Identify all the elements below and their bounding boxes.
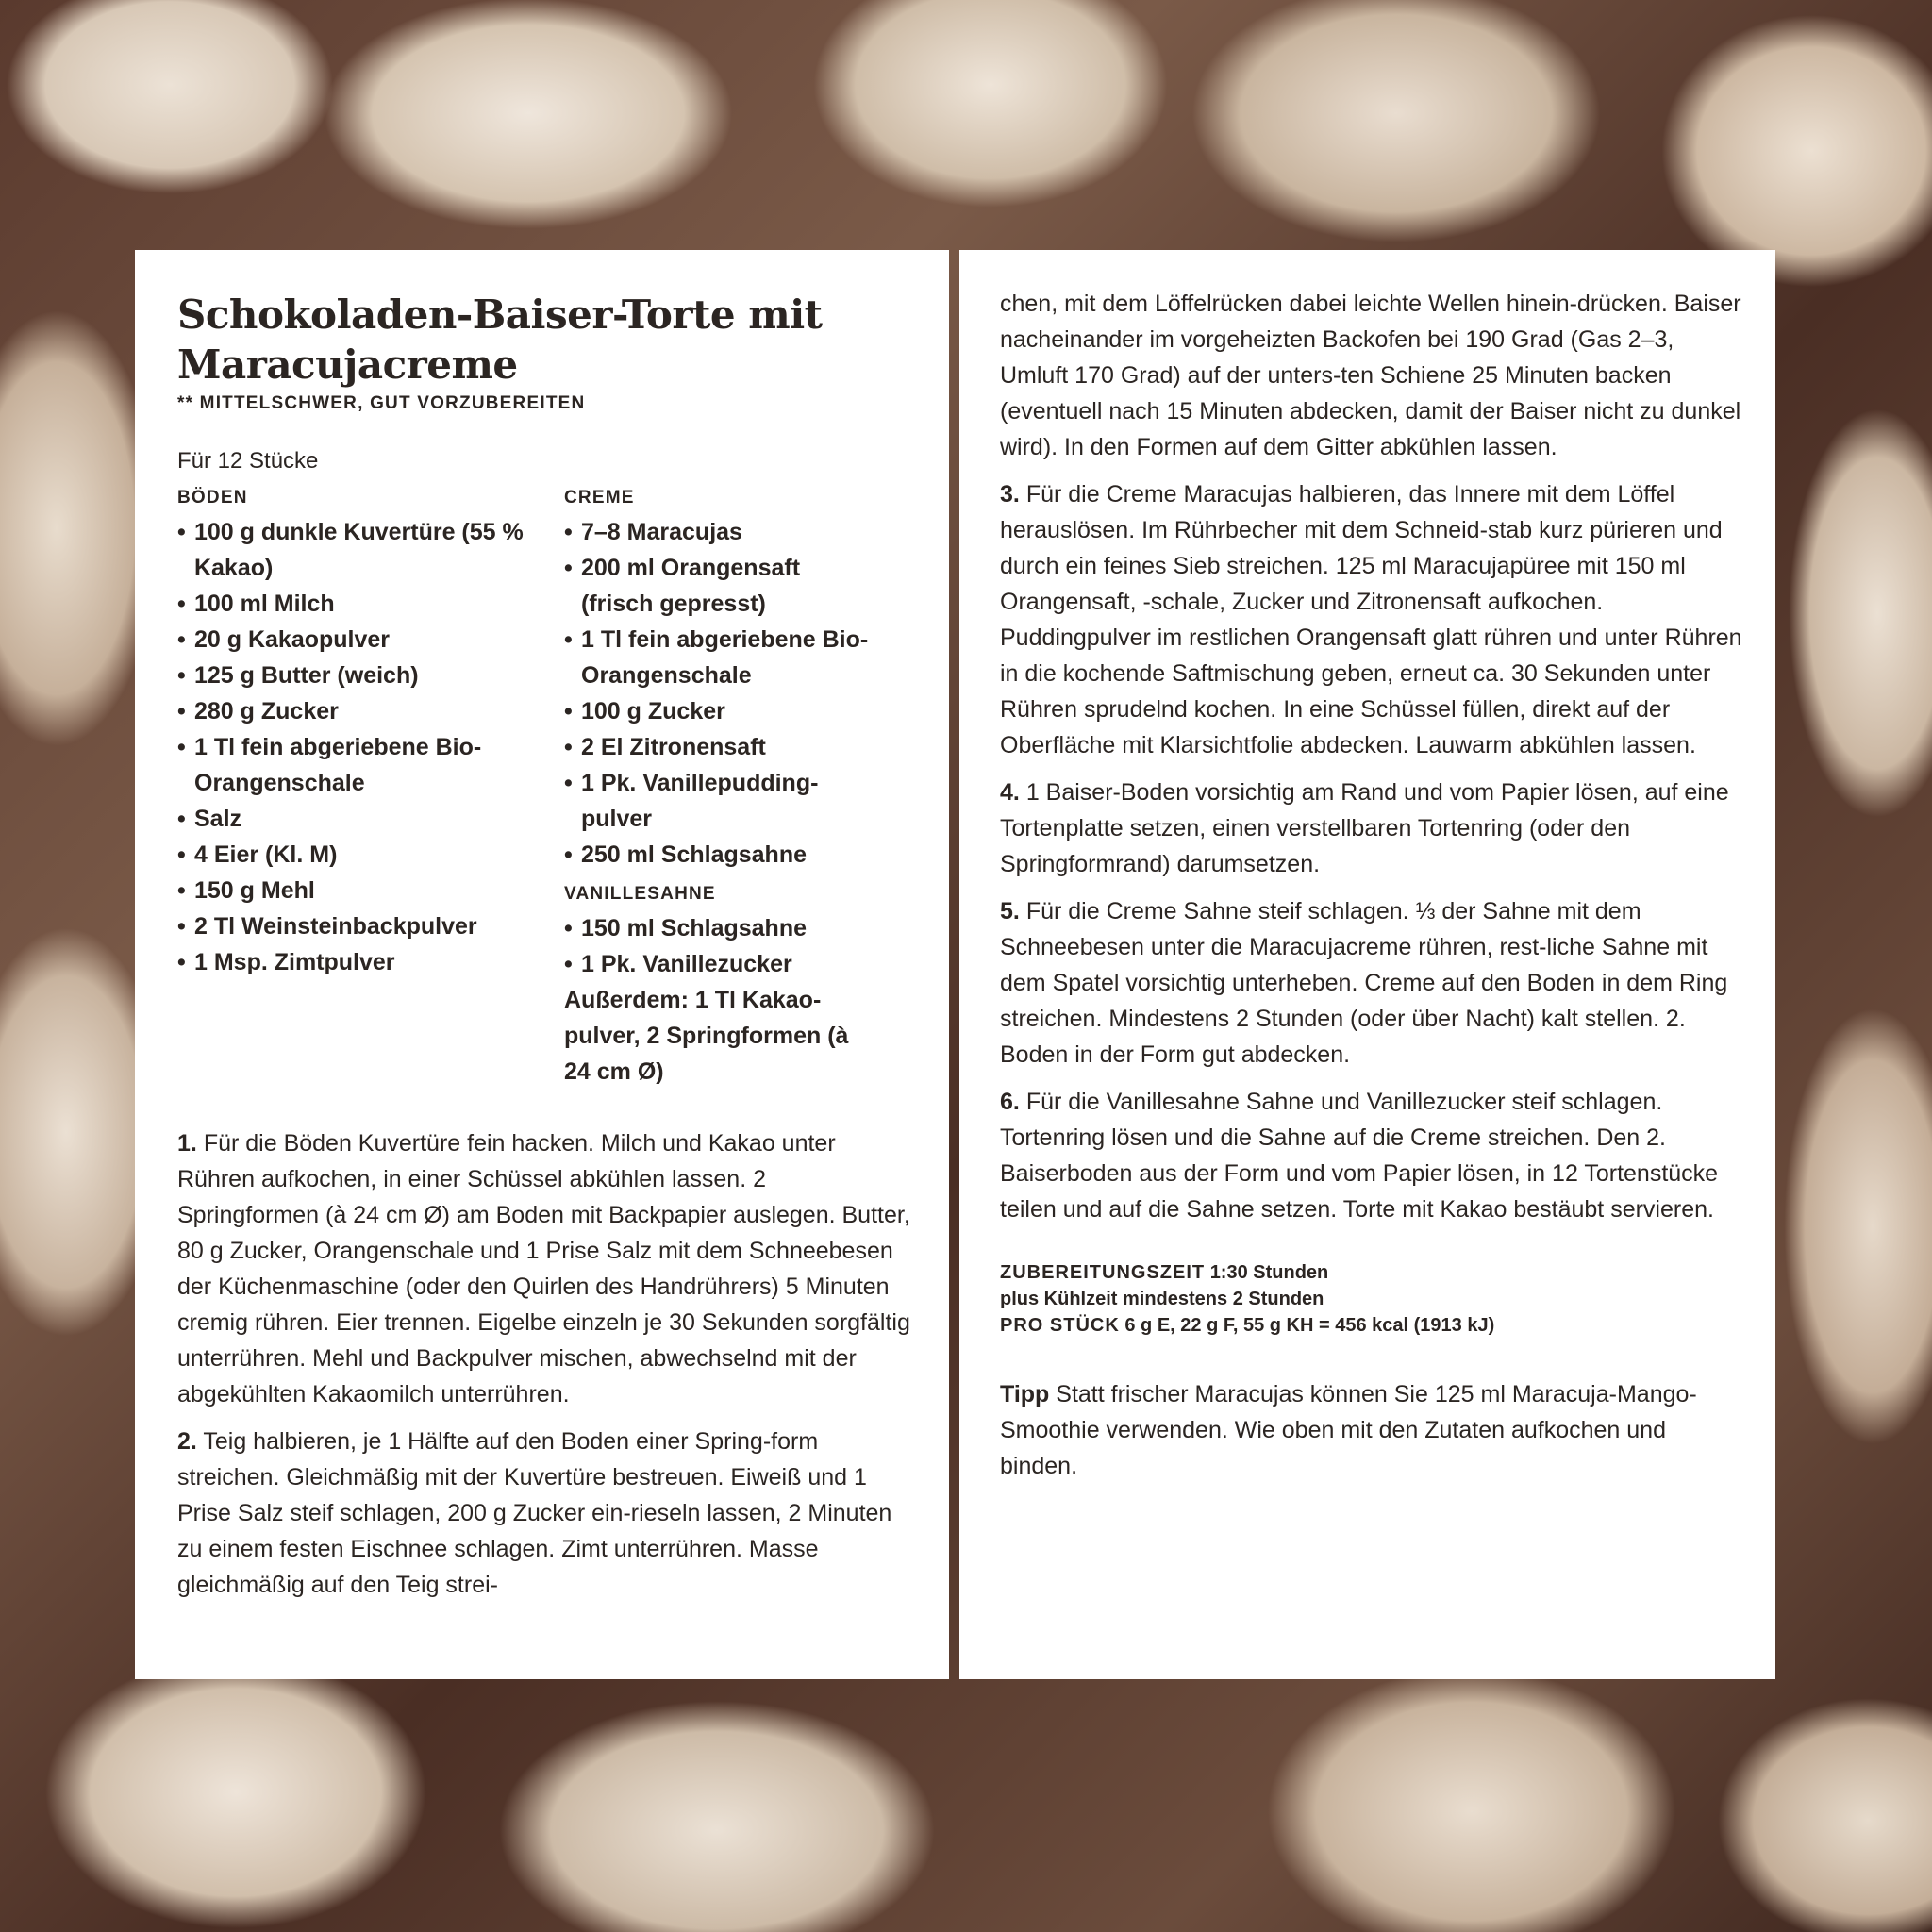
- ingredient-item: • 1 Tl fein abgeriebene Bio-Orangenschale: [564, 622, 875, 693]
- ingredient-list-boeden: [177, 514, 564, 980]
- ingredient-item: • 1 Pk. Vanillezucker: [564, 946, 875, 982]
- per-piece-label: PRO STÜCK: [1000, 1315, 1120, 1336]
- step-4: [1000, 774, 1745, 882]
- ingredient-item: • 1 Pk. Vanillepudding-pulver: [564, 765, 875, 837]
- ingredient-item: • 200 ml Orangensaft (frisch gepresst): [564, 550, 875, 622]
- ingredient-item: • 100 g dunkle Kuvertüre (55 % Kakao): [177, 514, 564, 586]
- step-number: 2.: [177, 1428, 197, 1455]
- step-number: 4.: [1000, 779, 1020, 806]
- per-piece: [1000, 1312, 1738, 1339]
- tip-text: Statt frischer Maracujas können Sie 125 ml Maracuja-Mango-Smoothie verwenden. Wie oben mit den Zutaten aufkochen und binden.: [1000, 1381, 1697, 1479]
- tip-label: Tipp: [1000, 1381, 1050, 1407]
- step-5: [1000, 893, 1745, 1073]
- step-text: Für die Böden Kuvertüre fein hacken. Milch und Kakao unter Rühren aufkochen, in einer Schüssel abkühlen lassen. 2 Springformen (à 24 cm Ø) am Boden mit Backpapier auslegen. Butter, 80 g Zucker, Orangenschale und 1 Prise Salz mit dem Schneebesen der Küchenmaschine (oder den Quirlen des Handrührers) 5 Minuten cremig rühren. Eier trennen. Eigelbe einzeln je 30 Sekunden sorgfältig unterrühren. Mehl und Backpulver mischen, abwechselnd mit der abgekühlten Kakaomilch unterrühren.: [177, 1130, 910, 1407]
- yield-text: Für 12 Stücke: [177, 448, 319, 474]
- step-text: Teig halbieren, je 1 Hälfte auf den Boden einer Spring-form streichen. Gleichmäßig mit der Kuvertüre bestreuen. Eiweiß und 1 Prise Salz steif schlagen, 200 g Zucker ein-rieseln lassen, 2 Minuten zu einem festen Eischnee schlagen. Zimt unterrühren. Masse gleichmäßig auf den Teig strei-: [177, 1428, 892, 1598]
- tip: [1000, 1376, 1745, 1484]
- ingredient-item: • 125 g Butter (weich): [177, 658, 564, 693]
- group-heading-vanillesahne: VANILLESAHNE: [564, 884, 716, 904]
- prep-time-value: 1:30 Stunden: [1209, 1262, 1329, 1283]
- prep-time-label: ZUBEREITUNGSZEIT: [1000, 1262, 1206, 1283]
- extra-ingredients: Außerdem: 1 Tl Kakao-pulver, 2 Springformen (à 24 cm Ø): [564, 987, 849, 1085]
- step-2-continued: [1000, 286, 1745, 465]
- ingredient-item: • 2 Tl Weinsteinbackpulver: [177, 908, 564, 944]
- ingredient-item: • 280 g Zucker: [177, 693, 564, 729]
- recipe-title: Schokoladen-Baiser-Torte mit Maracujacreme: [177, 291, 823, 388]
- group-heading-creme: CREME: [564, 488, 635, 508]
- ingredient-item: • 20 g Kakaopulver: [177, 622, 564, 658]
- ingredients-boeden: [177, 488, 564, 1090]
- ingredient-item: • 1 Msp. Zimtpulver: [177, 944, 564, 980]
- group-heading-boeden: BÖDEN: [177, 488, 248, 508]
- ingredient-item: • Salz: [177, 801, 564, 837]
- step-number: 1.: [177, 1130, 197, 1157]
- step-text: Für die Creme Maracujas halbieren, das Innere mit dem Löffel herauslösen. Im Rührbecher mit dem Schneid-stab kurz pürieren und durch ein feines Sieb streichen. 125 ml Maracujapüree mit 150 ml Orangensaft, -schale, Zucker und Zitronensaft aufkochen. Puddingpulver im restlichen Orangensaft glatt rühren und unter Rühren in die kochende Saftmischung geben, erneut ca. 30 Sekunden unter Rühren sprudelnd kochen. In eine Schüssel füllen, direkt auf der Oberfläche mit Klarsichtfolie abdecken. Lauwarm abkühlen lassen.: [1000, 481, 1742, 758]
- step-text: Für die Vanillesahne Sahne und Vanillezucker steif schlagen. Tortenring lösen und die Sahne auf die Creme streichen. Den 2. Baiserboden aus der Form und vom Papier lösen, in 12 Tortenstücke teilen und auf die Sahne setzen. Torte mit Kakao bestäubt servieren.: [1000, 1089, 1719, 1223]
- prep-time: [1000, 1259, 1738, 1286]
- left-page: [135, 250, 949, 1679]
- chill-time: plus Kühlzeit mindestens 2 Stunden: [1000, 1289, 1324, 1309]
- ingredient-item: • 100 g Zucker: [564, 693, 875, 729]
- ingredient-item: • 100 ml Milch: [177, 586, 564, 622]
- ingredient-item: • 7–8 Maracujas: [564, 514, 875, 550]
- right-page: [959, 250, 1775, 1679]
- ingredient-item: • 4 Eier (Kl. M): [177, 837, 564, 873]
- ingredient-item: • 250 ml Schlagsahne: [564, 837, 875, 873]
- difficulty-label: ** MITTELSCHWER, GUT VORZUBEREITEN: [177, 393, 586, 413]
- ingredient-item: • 1 Tl fein abgeriebene Bio-Orangenschale: [177, 729, 564, 801]
- ingredient-list-vanillesahne: [564, 910, 875, 982]
- ingredients-creme: [564, 488, 875, 1090]
- step-number: 3.: [1000, 481, 1020, 508]
- step-2: [177, 1424, 913, 1603]
- step-3: [1000, 476, 1745, 763]
- step-number: 6.: [1000, 1089, 1020, 1115]
- ingredients: [177, 488, 911, 1090]
- step-6: [1000, 1084, 1745, 1227]
- steps-left: [177, 1125, 913, 1603]
- ingredient-item: • 2 El Zitronensaft: [564, 729, 875, 765]
- ingredient-item: • 150 ml Schlagsahne: [564, 910, 875, 946]
- per-piece-value: 6 g E, 22 g F, 55 g KH = 456 kcal (1913 kJ): [1124, 1315, 1495, 1336]
- step-text: chen, mit dem Löffelrücken dabei leichte Wellen hinein-drücken. Baiser nacheinander im vorgeheizten Backofen bei 190 Grad (Gas 2–3, Umluft 170 Grad) auf der unters-ten Schiene 25 Minuten backen (eventuell nach 15 Minuten abdecken, damit der Baiser nicht zu dunkel wird). In den Formen auf dem Gitter abkühlen lassen.: [1000, 291, 1741, 460]
- nutrition-info: [1000, 1259, 1738, 1339]
- ingredient-item: • 150 g Mehl: [177, 873, 564, 908]
- step-text: Für die Creme Sahne steif schlagen. ⅓ der Sahne mit dem Schneebesen unter die Maracujacreme rühren, rest-liche Sahne mit dem Spatel vorsichtig unterheben. Creme auf den Boden in dem Ring streichen. Mindestens 2 Stunden (oder über Nacht) kalt stellen. 2. Boden in der Form gut abdecken.: [1000, 898, 1728, 1068]
- step-1: [177, 1125, 913, 1412]
- ingredient-list-creme: [564, 514, 875, 873]
- step-text: 1 Baiser-Boden vorsichtig am Rand und vom Papier lösen, auf eine Tortenplatte setzen, einen verstellbaren Tortenring (oder den Springformrand) darumsetzen.: [1000, 779, 1729, 877]
- step-number: 5.: [1000, 898, 1020, 924]
